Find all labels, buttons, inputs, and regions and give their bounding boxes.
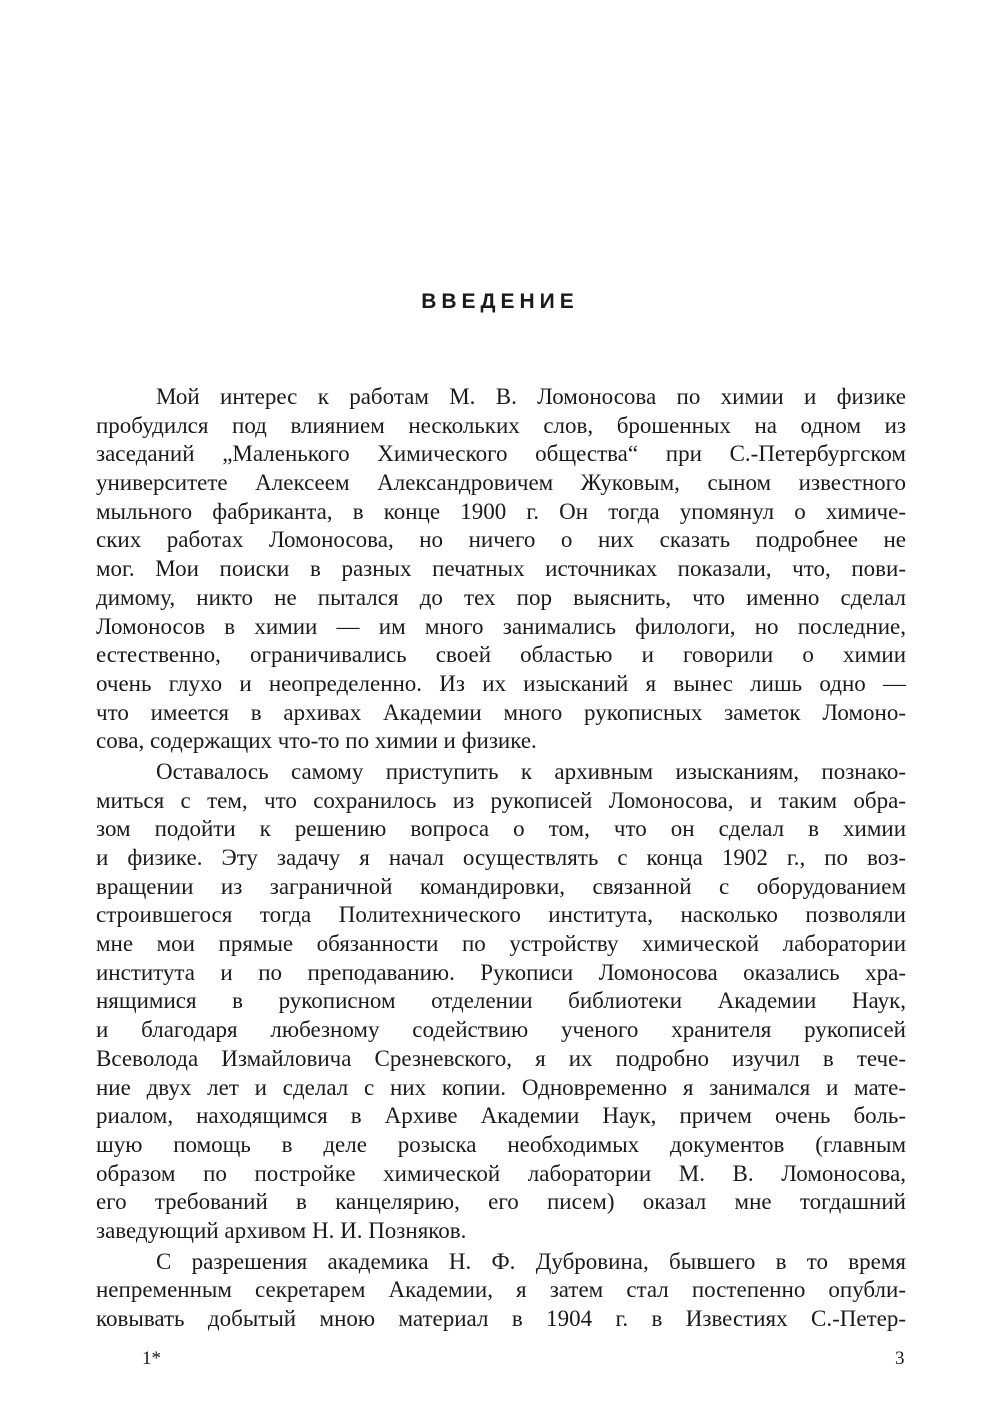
paragraph (96, 383, 906, 756)
text-line: риалом, находящимся в Архиве Академии Наук, причем очень боль- (96, 1103, 906, 1129)
text-line: непременным секретарем Академии, я затем стал постепенно опубли- (96, 1277, 906, 1303)
text-line: Мой интерес к работам М. В. Ломоносова по химии и физике (156, 384, 906, 409)
text-line: университете Алексеем Александровичем Жуковым, сыном известного (96, 470, 906, 496)
text-line: и физике. Эту задачу я начал осуществлять с конца 1902 г., по воз- (96, 845, 906, 870)
signature-mark: 1* (142, 1348, 161, 1369)
text-line: института и по преподаванию. Рукописи Ломоносова оказались хра- (96, 959, 906, 985)
text-line: пробудился под влиянием нескольких слов, брошенных на одном из (96, 412, 906, 438)
text-line: мыльного фабриканта, в конце 1900 г. Он тогда упомянул о химиче- (96, 498, 906, 524)
text-line: ковывать добытый мною материал в 1904 г. в Известиях С.-Петер- (96, 1306, 906, 1331)
page-number: 3 (895, 1348, 905, 1369)
chapter-title: ВВЕДЕНИЕ (421, 290, 579, 313)
text-line: Оставалось самому приступить к архивным изысканиям, познако- (156, 758, 906, 784)
text-line: заведующий архивом Н. И. Позняков. (96, 1217, 467, 1243)
text-line: ских работах Ломоносова, но ничего о них сказать подробнее не (96, 527, 906, 553)
text-line: Всеволода Измайловича Срезневского, я их подробно изучил в тече- (96, 1045, 906, 1071)
text-line: его требований в канцелярию, его писем) оказал мне тогдашний (96, 1189, 906, 1215)
text-line: ние двух лет и сделал с них копии. Одновременно я занимался и мате- (96, 1074, 906, 1100)
text-line: заседаний „Маленького Химического общества“ при С.-Петербургском (96, 441, 906, 467)
text-line: Ломоносов в химии — им много занимались филологи, но последние, (96, 613, 906, 639)
text-line: нящимися в рукописном отделении библиотеки Академии Наук, (96, 988, 906, 1014)
text-line: и благодаря любезному содействию ученого хранителя рукописей (96, 1017, 906, 1043)
text-line: что имеется в архивах Академии много рукописных заметок Ломоно- (96, 699, 906, 725)
text-line: очень глухо и неопределенно. Из их изысканий я вынес лишь одно — (96, 670, 906, 696)
text-line: естественно, ограничивались своей областью и говорили о химии (96, 642, 906, 668)
text-line: образом по постройке химической лаборатории М. В. Ломоносова, (96, 1160, 906, 1186)
text-line: С разрешения академика Н. Ф. Дубровина, бывшего в то время (156, 1248, 906, 1274)
paragraph (96, 1248, 906, 1334)
text-line: шую помощь в деле розыска необходимых документов (главным (96, 1131, 906, 1157)
text-line: димому, никто не пытался до тех пор выяснить, что именно сделал (96, 584, 906, 610)
text-line: строившегося тогда Политехнического института, насколько позволяли (96, 902, 906, 928)
text-line: миться с тем, что сохранилось из рукописей Ломоносова, и таким обра- (96, 787, 906, 813)
text-line: сова, содержащих что-то по химии и физике. (96, 728, 537, 754)
text-line: вращении из заграничной командировки, связанной с оборудованием (96, 873, 906, 899)
text-line: мне мои прямые обязанности по устройству химической лаборатории (96, 931, 906, 957)
text-line: мог. Мои поиски в разных печатных источниках показали, что, пови- (96, 556, 906, 582)
text-line: зом подойти к решению вопроса о том, что он сделал в химии (96, 816, 906, 842)
paragraph (96, 758, 906, 1246)
body-text (96, 383, 906, 1336)
